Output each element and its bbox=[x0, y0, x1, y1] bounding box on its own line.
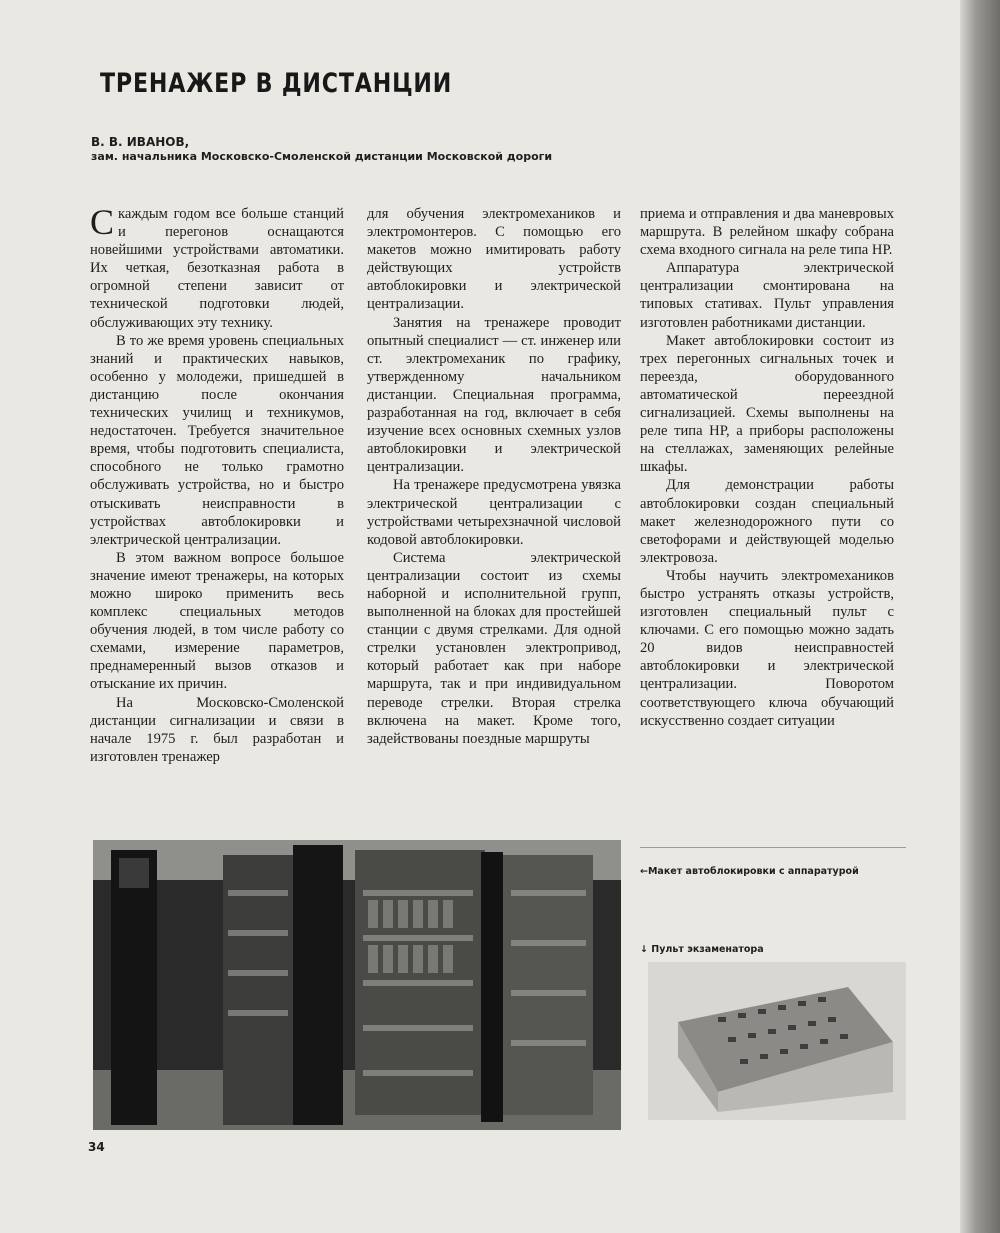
photo-caption-relay-racks: ←Макет автоблокировки с аппаратурой bbox=[640, 866, 859, 877]
paragraph: В то же время уровень специальных знаний и практических навыков, особенно у молодежи, пришедшей в дистанцию после окончания технических училищ и техникумов, недостаточен. Требуется значительное время, чтобы подготовить специалиста, способного не только грамотно обслуживать устройства, но и быстро отыскивать неисправности в устройствах автоблокировки и электрической централизации. bbox=[90, 332, 344, 548]
paragraph: для обучения электромехаников и электромонтеров. С помощью его макетов можно имитировать работу действующих устройств автоблокировки и электрической централизации. bbox=[367, 206, 621, 313]
examiner-console-photo bbox=[648, 962, 906, 1120]
paragraph: Макет автоблокировки состоит из трех перегонных сигнальных точек и переезда, оборудованного автоматической переездной сигнализацией. Схемы выполнены на реле типа НР, а приборы расположены на стеллажах, заменяющих релейные шкафы. bbox=[640, 332, 894, 476]
examiner-console-illustration bbox=[648, 962, 906, 1120]
paragraph: Для демонстрации работы автоблокировки создан специальный макет железнодорожного пути со светофорами и действующей моделью электровоза. bbox=[640, 477, 894, 566]
author-role: зам. начальника Московско-Смоленской дистанции Московской дороги bbox=[91, 150, 553, 163]
paragraph: Занятия на тренажере проводит опытный специалист — ст. инженер или ст. электромеханик по графику, утвержденному начальником дистанции. Специальная программа, разработанная на год, включает в себя изучение всех основных схемных узлов автоблокировки и электрической централизации. bbox=[367, 314, 621, 476]
text-column-1 bbox=[90, 202, 344, 766]
page-number: 34 bbox=[88, 1140, 105, 1154]
text-column-2 bbox=[367, 205, 621, 748]
drop-cap: С bbox=[90, 202, 115, 242]
paragraph: Система электрической централизации состоит из схемы наборной и исполнительной групп, выполненной на блоках для простейшей станции с двумя стрелками. Для одной стрелки установлен электропривод, который работает как при наборе маршрута, так и при индивидуальном переводе стрелки. Вторая стрелка включена на макет. Кроме того, задействованы поездные маршруты bbox=[367, 549, 621, 747]
page-edge-shadow bbox=[960, 0, 1000, 1233]
article-title: ТРЕНАЖЕР В ДИСТАНЦИИ bbox=[100, 68, 453, 99]
text-column-3 bbox=[640, 205, 894, 730]
paragraph: На тренажере предусмотрена увязка электрической централизации с устройствами четырехзначной числовой кодовой автоблокировки. bbox=[367, 477, 621, 548]
caption-divider bbox=[640, 847, 906, 848]
relay-racks-photo bbox=[93, 840, 621, 1130]
paragraph: приема и отправления и два маневровых маршрута. В релейном шкафу собрана схема входного сигнала на реле типа НР. bbox=[640, 206, 894, 259]
author-name: В. В. ИВАНОВ, bbox=[91, 135, 190, 149]
paragraph: В этом важном вопросе большое значение имеют тренажеры, на которых можно широко применить весь комплекс специальных методов обучения людей, в том числе работу со схемами, измерение параметров, преднамеренный вызов отказов и отыскание их причин. bbox=[90, 549, 344, 693]
photo-caption-examiner-console: ↓ Пульт экзаменатора bbox=[640, 944, 764, 955]
paragraph: Скаждым годом все больше станций и перегонов оснащаются новейшими устройствами автоматики. Их четкая, безотказная работа в огромной степени зависит от технической подготовки людей, обслуживающих эту технику. bbox=[90, 202, 344, 331]
relay-racks-illustration bbox=[93, 840, 621, 1130]
paragraph: Чтобы научить электромехаников быстро устранять отказы устройств, изготовлен специальный пульт с ключами. С его помощью можно задать 20 видов неисправностей автоблокировки и электрической централизации. Поворотом соответствующего ключа обучающий искусственно создает ситуации bbox=[640, 567, 894, 729]
paragraph: На Московско-Смоленской дистанции сигнализации и связи в начале 1975 г. был разработан и изготовлен тренажер bbox=[90, 694, 344, 765]
paragraph: Аппаратура электрической централизации смонтирована на типовых стативах. Пульт управления изготовлен работниками дистанции. bbox=[640, 260, 894, 331]
